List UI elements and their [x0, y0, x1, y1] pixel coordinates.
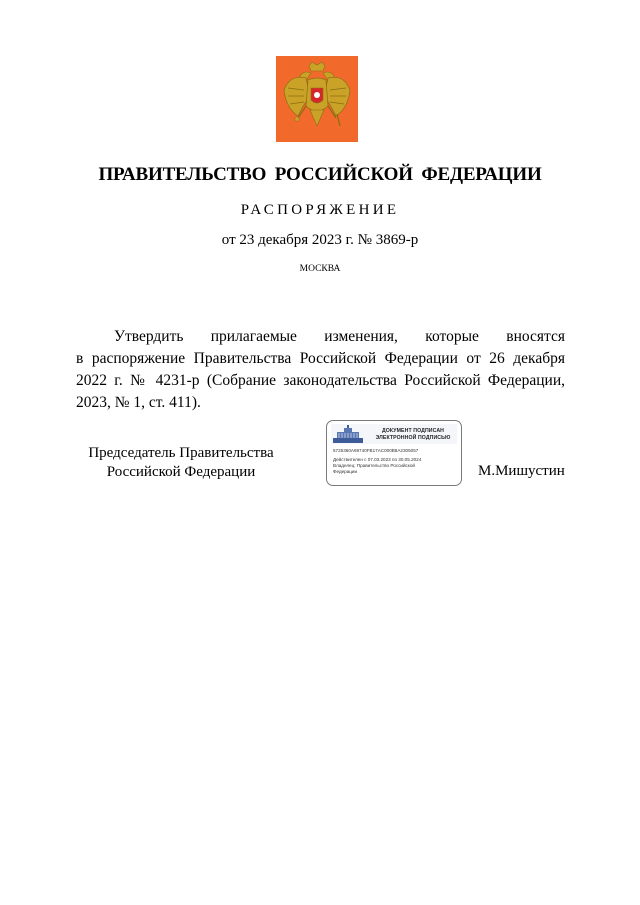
signatory-position [76, 444, 286, 482]
body-line: 2023, № 1, ст. 411). [76, 394, 201, 411]
document-city: МОСКВА [299, 264, 341, 274]
body-line: в распоряжение Правительства Российской Федерации от 26 декабря [76, 350, 565, 367]
stamp-title: ЭЛЕКТРОННОЙ ПОДПИСЬЮ [375, 435, 451, 441]
signatory-position-line: Председатель Правительства [88, 445, 274, 461]
signatory-name: М.Мишустин [478, 463, 565, 479]
stamp-certificate-serial: 5725360A69740FB17AC000B8A2305057 [333, 448, 419, 453]
electronic-signature-stamp [326, 420, 462, 486]
stamp-owner: Владелец: Правительство Российской [333, 463, 415, 468]
coat-of-arms-icon [276, 56, 358, 142]
body-line: Утвердить прилагаемые изменения, которые вносятся [114, 328, 565, 345]
government-title: ПРАВИТЕЛЬСТВО РОССИЙСКОЙ ФЕДЕРАЦИИ [98, 164, 542, 185]
body-line: 2022 г. № 4231-р (Собрание законодательства Российской Федерации, [76, 372, 565, 389]
stamp-owner: Федерации [333, 469, 358, 474]
stamp-title: ДОКУМЕНТ ПОДПИСАН [381, 428, 445, 434]
document-date-number: от 23 декабря 2023 г. № 3869-р [221, 232, 419, 248]
document-type: РАСПОРЯЖЕНИЕ [240, 202, 400, 218]
document-body [76, 326, 565, 414]
stamp-validity: Действителен с 07.03.2023 по 30.05.2024 [333, 457, 422, 462]
signatory-position-line: Российской Федерации [106, 464, 256, 480]
government-building-icon [333, 425, 363, 443]
